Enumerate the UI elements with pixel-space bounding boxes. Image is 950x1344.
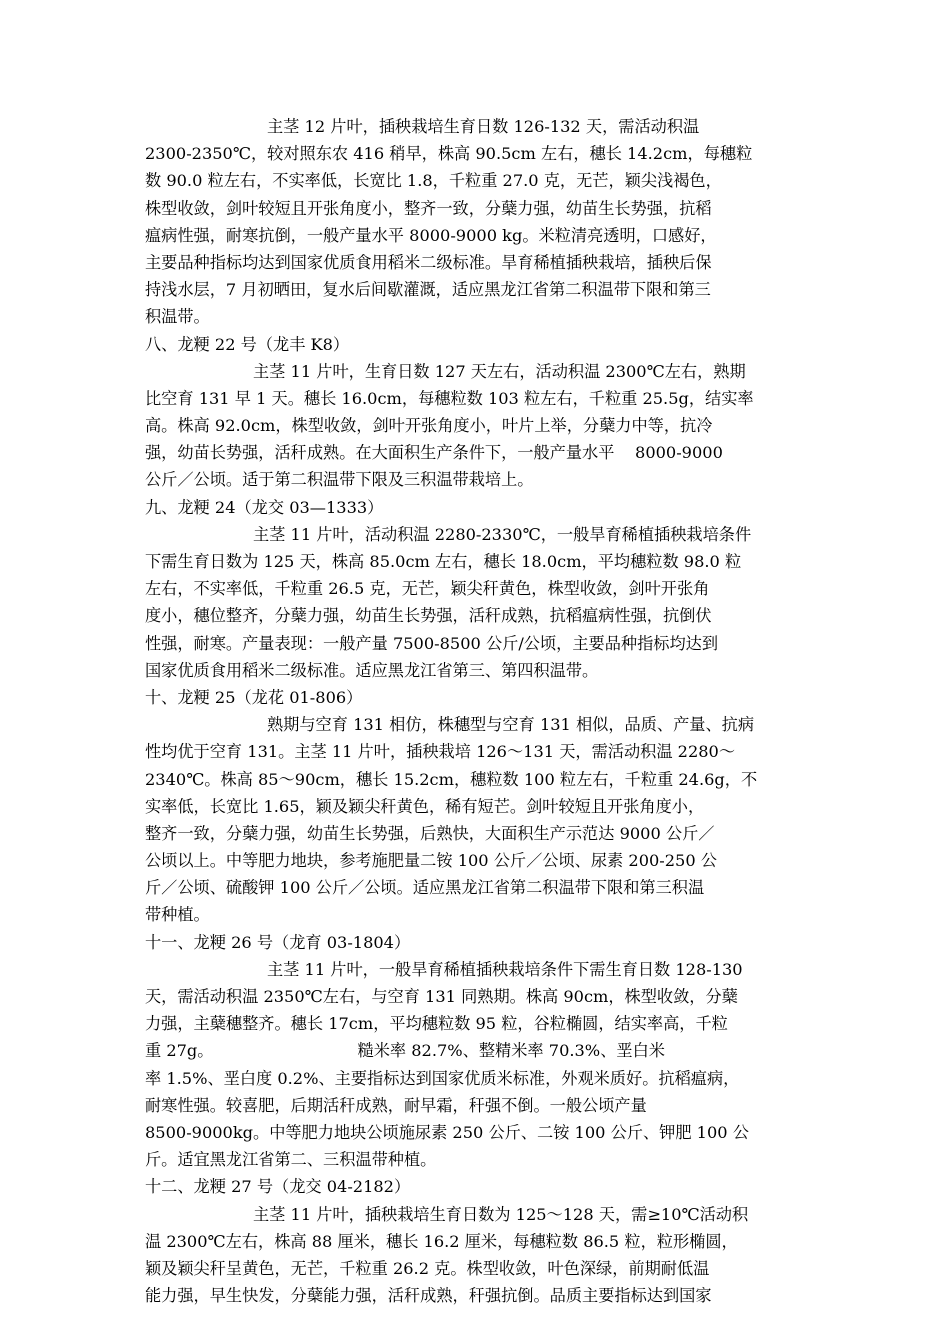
text-line: 主茎 11 片叶，活动积温 2280-2330℃，一般旱育稀植插秧栽培条件 bbox=[253, 524, 752, 544]
text-line: 能力强，早生快发，分蘖能力强，活秆成熟，秆强抗倒。品质主要指标达到国家 bbox=[145, 1286, 712, 1306]
text-line: 力强，主蘖穗整齐。穗长 17cm，平均穗粒数 95 粒，谷粒椭圆，结实率高，千粒 bbox=[145, 1014, 728, 1034]
text-line: 高。株高 92.0cm，株型收敛，剑叶开张角度小，叶片上举，分蘖力中等，抗冷 bbox=[145, 416, 713, 436]
text-line: 重 27g。 糙米率 82.7%、整精米率 70.3%、垩白米 bbox=[145, 1041, 665, 1061]
text-line: 性强，耐寒。产量表现：一般产量 7500-8500 公斤/公顷，主要品种指标均达到 bbox=[145, 633, 719, 653]
text-line: 实率低，长宽比 1.65，颖及颖尖秆黄色，稀有短芒。剑叶较短且开张角度小， bbox=[145, 796, 705, 816]
text-line: 国家优质食用稻米二级标准。适应黑龙江省第三、第四积温带。 bbox=[145, 660, 599, 680]
text-line: 8500-9000kg。中等肥力地块公顷施尿素 250 公斤、二铵 100 公斤、钾肥 100 公 bbox=[145, 1122, 749, 1142]
text-line: 下需生育日数为 125 天，株高 85.0cm 左右，穗长 18.0cm，平均穗粒数 98.0 粒 bbox=[145, 552, 742, 571]
text-line: 耐寒性强。较喜肥，后期活秆成熟，耐早霜，秆强不倒。一般公顷产量 bbox=[145, 1095, 647, 1115]
section-heading: 十二、龙粳 27 号（龙交 04-2182） bbox=[145, 1177, 411, 1197]
text-line: 主茎 11 片叶，生育日数 127 天左右，活动积温 2300℃左右，熟期 bbox=[253, 361, 746, 381]
section-heading: 十一、龙粳 26 号（龙育 03-1804） bbox=[145, 932, 411, 952]
text-line: 2300-2350℃，较对照东农 416 稍早，株高 90.5cm 左右，穗长 14.2cm，每穗粒 bbox=[145, 144, 753, 164]
text-line: 带种植。 bbox=[145, 905, 210, 925]
text-line: 持浅水层，7 月初晒田，复水后间歇灌溉，适应黑龙江省第二积温带下限和第三 bbox=[145, 280, 711, 300]
text-line: 公斤／公顷。适于第二积温带下限及三积温带栽培上。 bbox=[145, 470, 534, 490]
text-line: 温 2300℃左右，株高 88 厘米，穗长 16.2 厘米，每穗粒数 86.5 粒，粒形椭圆， bbox=[145, 1231, 738, 1251]
text-line: 2340℃。株高 85～90cm，穗长 15.2cm，穗粒数 100 粒左右，千粒重 24.6g，不 bbox=[145, 769, 758, 789]
text-line: 主茎 12 片叶，插秧栽培生育日数 126-132 天，需活动积温 bbox=[267, 117, 700, 136]
section-heading: 九、龙粳 24（龙交 03—1333） bbox=[145, 497, 384, 517]
section-heading: 十、龙粳 25（龙花 01-806） bbox=[145, 687, 363, 707]
text-line: 积温带。 bbox=[145, 307, 210, 327]
document-body bbox=[145, 113, 825, 1309]
text-line: 熟期与空育 131 相仿，株穗型与空育 131 相似，品质、产量、抗病 bbox=[267, 715, 755, 735]
text-line: 天，需活动积温 2350℃左右，与空育 131 同熟期。株高 90cm，株型收敛，分蘖 bbox=[145, 987, 738, 1006]
text-line: 率 1.5%、垩白度 0.2%、主要指标达到国家优质米标准，外观米质好。抗稻瘟病， bbox=[145, 1068, 740, 1088]
text-line: 公顷以上。中等肥力地块，参考施肥量二铵 100 公斤／公顷、尿素 200-250 公 bbox=[145, 851, 717, 871]
text-line: 强，幼苗长势强，活秆成熟。在大面积生产条件下，一般产量水平 8000-9000 bbox=[145, 443, 723, 463]
text-line: 斤。适宜黑龙江省第二、三积温带种植。 bbox=[145, 1150, 437, 1170]
section-heading: 八、龙粳 22 号（龙丰 K8） bbox=[145, 334, 350, 354]
text-line: 颖及颖尖秆呈黄色，无芒，千粒重 26.2 克。株型收敛，叶色深绿，前期耐低温 bbox=[145, 1258, 710, 1278]
text-line: 整齐一致，分蘖力强，幼苗生长势强，后熟快，大面积生产示范达 9000 公斤／ bbox=[145, 823, 715, 843]
text-line: 主要品种指标均达到国家优质食用稻米二级标准。旱育稀植插秧栽培，插秧后保 bbox=[145, 252, 712, 272]
text-line: 主茎 11 片叶，插秧栽培生育日数为 125～128 天，需≥10℃活动积 bbox=[253, 1204, 749, 1224]
text-line: 主茎 11 片叶，一般旱育稀植插秧栽培条件下需生育日数 128-130 bbox=[267, 959, 743, 979]
text-line: 性均优于空育 131。主茎 11 片叶，插秧栽培 126～131 天，需活动积温 2280～ bbox=[145, 742, 736, 762]
text-line: 数 90.0 粒左右，不实率低，长宽比 1.8，千粒重 27.0 克，无芒，颖尖浅褐色， bbox=[145, 171, 722, 191]
text-line: 度小，穗位整齐，分蘖力强，幼苗生长势强，活秆成熟，抗稻瘟病性强，抗倒伏 bbox=[145, 606, 712, 626]
text-line: 株型收敛，剑叶较短且开张角度小，整齐一致，分蘖力强，幼苗生长势强，抗稻 bbox=[145, 198, 712, 218]
text-line: 左右，不实率低，千粒重 26.5 克，无芒，颖尖秆黄色，株型收敛，剑叶开张角 bbox=[145, 579, 710, 599]
text-line: 斤／公顷、硫酸钾 100 公斤／公顷。适应黑龙江省第二积温带下限和第三积温 bbox=[145, 878, 705, 898]
text-line: 瘟病性强，耐寒抗倒，一般产量水平 8000-9000 kg。米粒清亮透明，口感好， bbox=[145, 225, 717, 245]
text-line: 比空育 131 早 1 天。穗长 16.0cm，每穗粒数 103 粒左右，千粒重 25.5g，结实率 bbox=[145, 388, 754, 408]
